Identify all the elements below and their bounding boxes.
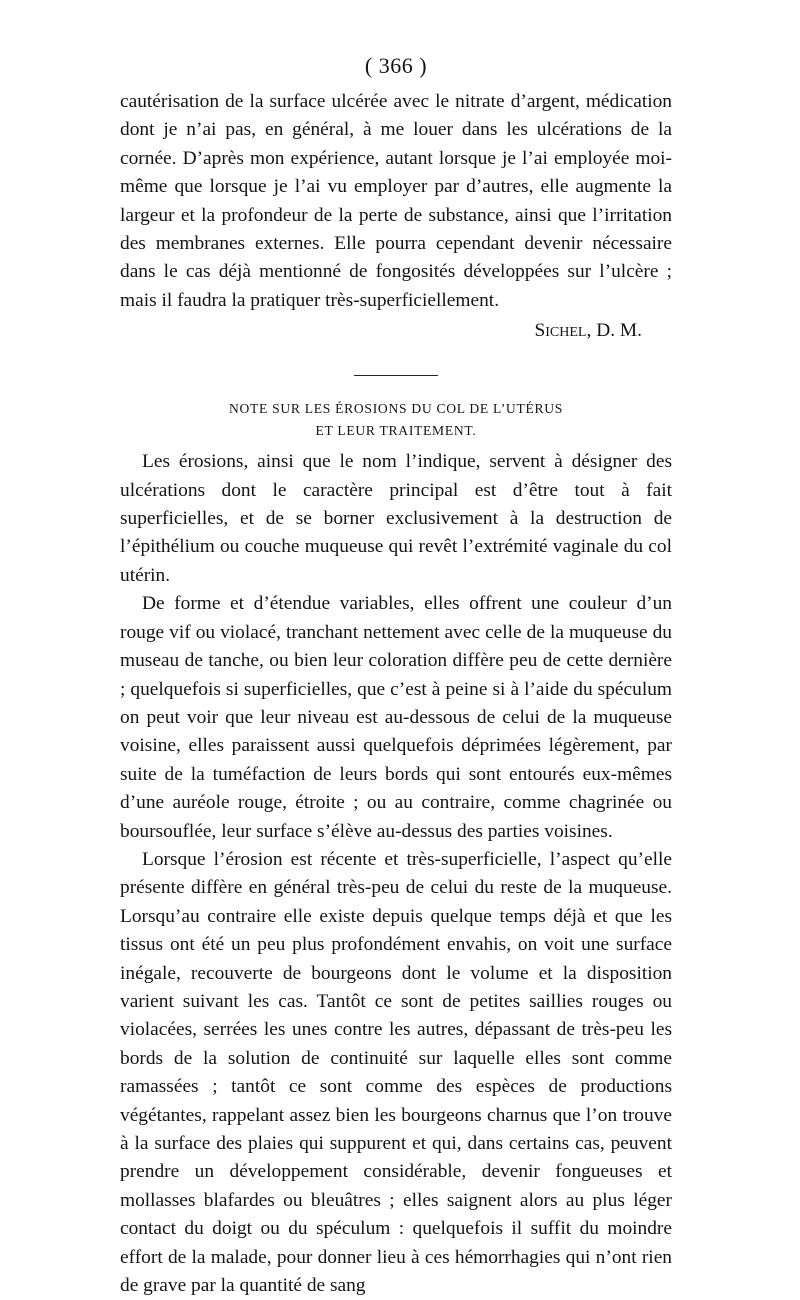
- section-divider: [354, 375, 438, 376]
- article-title-line-1: NOTE SUR LES ÉROSIONS DU COL DE L’UTÉRUS: [229, 401, 563, 417]
- signature-title: D. M.: [596, 320, 642, 342]
- article-paragraph: De forme et d’étendue variables, elles offrent une couleur d’un rouge vif ou violacé, tranchant nettement avec celle de la muqueuse du museau de tanche, ou bien leur coloration diffère peu de cette dernière ; quelquefois si superficielles, que c’est à peine si à l’aide du spéculum on peut voir que leur niveau est au-dessous de celui de la muqueuse voisine, elles paraissent aussi quelquefois déprimées légèrement, par suite de la tuméfaction de leurs bords qui sont entourés eux-mêmes d’une auréole rouge, étroite ; ou au contraire, comme chagrinée ou boursouflée, leur surface s’élève au-dessus des parties voisines.: [120, 593, 672, 842]
- article-paragraph: Les érosions, ainsi que le nom l’indique, servent à désigner des ulcérations dont le caractère principal est d’être tout à fait superficielles, et de se borner exclusivement à la destruction de l’épithélium ou couche muqueuse qui revêt l’extrémité vaginale du col utérin.: [120, 451, 672, 586]
- article-body: [120, 448, 672, 1300]
- page-number: ( 366 ): [364, 53, 428, 78]
- book-page: [120, 52, 672, 1300]
- signature-name: Sichel,: [534, 320, 592, 342]
- signature: [120, 317, 642, 345]
- article-title-line-2: ET LEUR TRAITEMENT.: [315, 423, 477, 439]
- intro-paragraph: cautérisation de la surface ulcérée avec le nitrate d’argent, médication dont je n’ai pas, en général, à me louer dans les ulcérations de la cornée. D’après mon expérience, autant lorsque je l’ai employée moi-même que lorsque je l’ai vu employer par d’autres, elle augmente la largeur et la profondeur de la perte de substance, ainsi que l’irritation des membranes externes. Elle pourra cependant devenir nécessaire dans le cas déjà mentionné de fongosités développées sur l’ulcère ; mais il faudra la pratiquer très-superficiellement.: [120, 91, 672, 311]
- article-paragraph: Lorsque l’érosion est récente et très-superficielle, l’aspect qu’elle présente diffère en général très-peu de celui du reste de la muqueuse. Lorsqu’au contraire elle existe depuis quelque temps déjà et que les tissus ont été un peu plus profondément envahis, on voit une surface inégale, recouverte de bourgeons dont le volume et la disposition varient suivant les cas. Tantôt ce sont de petites saillies rouges ou violacées, serrées les unes contre les autres, dépassant de très-peu les bords de la solution de continuité sur laquelle elles sont comme ramassées ; tantôt ce sont comme des espèces de productions végétantes, rappelant assez bien les bourgeons charnus que l’on trouve à la surface des plaies qui suppurent et qui, dans certains cas, peuvent prendre un développement considérable, devenir fongueuses et mollasses blafardes ou bleuâtres ; elles saignent alors au plus léger contact du doigt ou du spéculum : quelquefois il suffit du moindre effort de la malade, pour donner lieu à ces hémorrhagies qui n’ont rien de grave par la quantité de sang: [120, 848, 672, 1297]
- article-title: [120, 398, 672, 442]
